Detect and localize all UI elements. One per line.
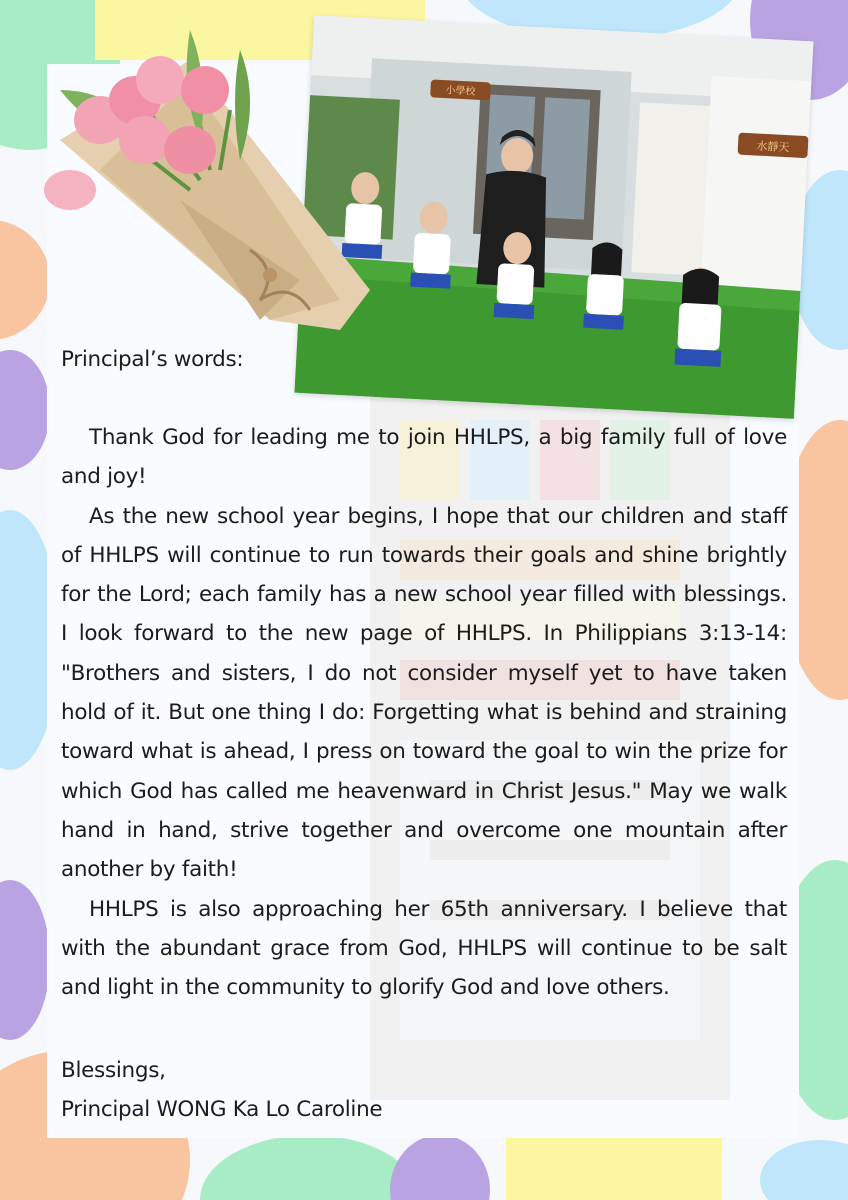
signature: Principal WONG Ka Lo Caroline [61,1097,383,1122]
letter-heading: Principal’s words: [61,347,244,372]
closing: Blessings, [61,1058,166,1083]
green-blob [200,1135,420,1200]
purple-blob [0,350,50,470]
paragraph: Thank God for leading me to join HHLPS, a big family full of love and joy! [61,425,787,490]
purple-blob [0,880,50,1040]
paragraph: As the new school year begins, I hope that our children and staff of HHLPS will continue to run towards their goals and shine brightly for the Lord; each family has a new school year filled with blessings. I look forward to the new page of HHLPS. In Philippians 3:13-14: "Brothers and sisters, I do not consider myself yet to have taken hold of it. But one thing I do: Forgetting what is behind and straining toward what is ahead, I press on toward the goal to win the prize for which God has called me heavenward in Christ Jesus." May we walk hand in hand, strive together and overcome one mountain after another by faith! [61,503,787,883]
paragraph: HHLPS is also approaching her 65th anniversary. I believe that with the abundant grace from God, HHLPS will continue to be salt and light in the community to glorify God and love others. [61,896,787,1001]
wooden-sign-left-text: 小學校 [445,85,476,98]
purple-blob [390,1135,490,1200]
letter-body [61,418,787,1007]
wooden-sign-right-text: 水靜天 [756,139,790,155]
yellow-blob [506,1138,722,1200]
blue-blob [760,1140,848,1200]
tulip-bouquet [40,20,380,340]
signoff [61,1051,787,1129]
